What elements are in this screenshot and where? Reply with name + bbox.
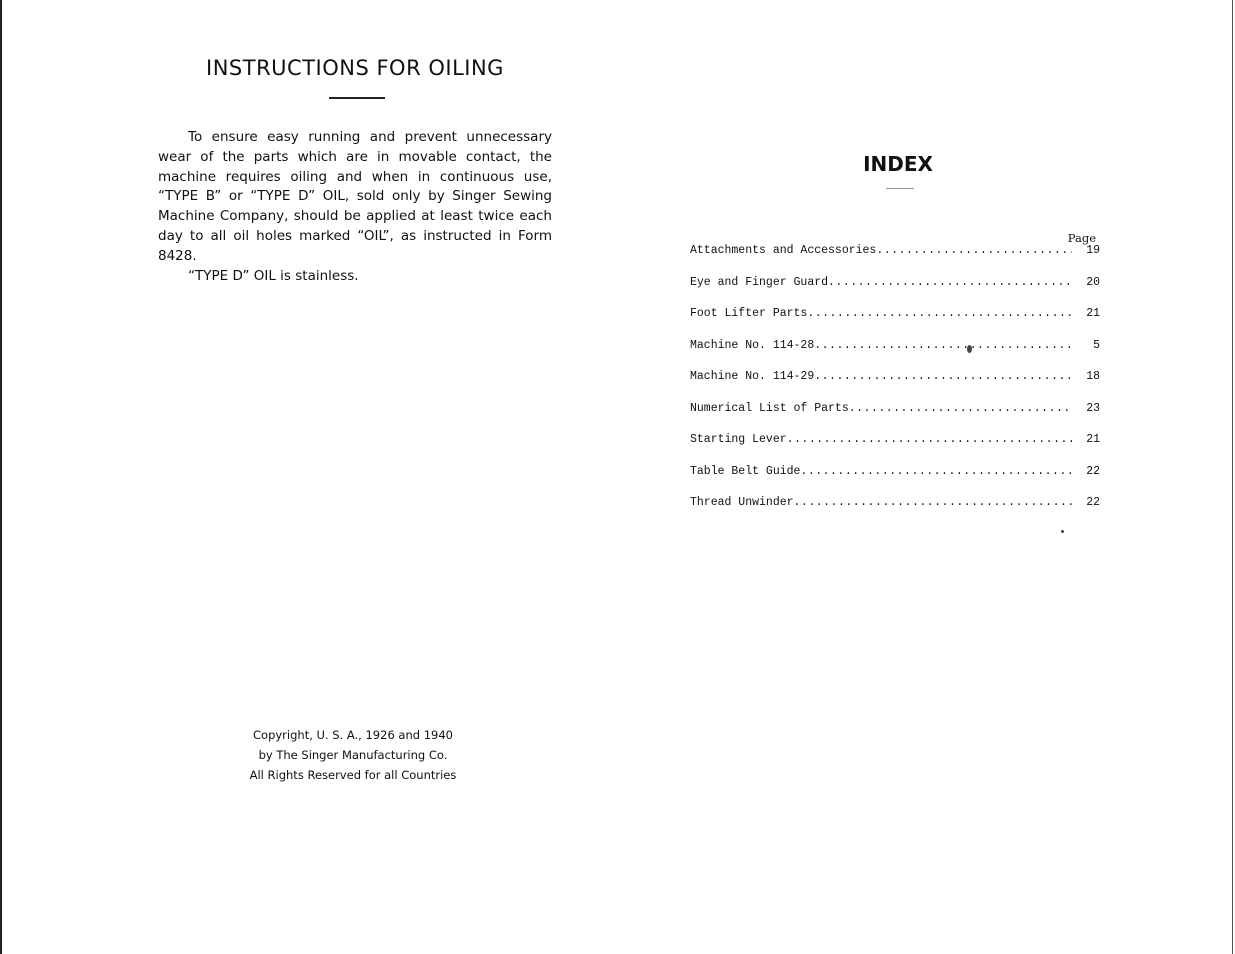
- index-entry-label: Foot Lifter Parts: [690, 307, 808, 320]
- index-entry-label: Machine No. 114-29: [690, 370, 815, 383]
- page-column-header: Page: [1067, 231, 1096, 245]
- dot-leader: [807, 307, 1072, 320]
- index-entry-page: 21: [1086, 307, 1100, 320]
- index-entry-page: 22: [1086, 496, 1100, 509]
- index-entry: [690, 307, 1100, 339]
- index-title: INDEX: [863, 152, 933, 176]
- dot-leader: [794, 496, 1072, 509]
- dot-leader: [787, 433, 1072, 446]
- copyright-line: by The Singer Manufacturing Co.: [258, 748, 448, 762]
- index-entry-label: Eye and Finger Guard: [690, 275, 829, 289]
- index-entry-label: Numerical List of Parts: [690, 401, 849, 415]
- index-entry: [690, 402, 1100, 434]
- index-list: [690, 244, 1100, 528]
- index-entry-page: 21: [1086, 433, 1100, 446]
- dot-leader: [814, 339, 1072, 352]
- index-entry-page: 18: [1086, 370, 1100, 383]
- index-entry: [690, 276, 1100, 308]
- scan-edge-right: [1232, 0, 1233, 954]
- oiling-instructions: [158, 128, 552, 286]
- index-entry-label: Table Belt Guide: [690, 464, 801, 478]
- index-entry: [690, 244, 1100, 276]
- title-divider: [329, 97, 385, 99]
- copyright-notice: [200, 725, 506, 785]
- index-entry: [690, 370, 1100, 402]
- dot-leader: [814, 370, 1072, 383]
- index-entry: [690, 496, 1100, 528]
- dot-leader: [828, 276, 1072, 289]
- index-entry-page: 5: [1093, 338, 1100, 352]
- oiling-title: INSTRUCTIONS FOR OILING: [206, 56, 504, 81]
- index-entry-label: Starting Lever: [690, 433, 787, 446]
- index-entry-page: 23: [1086, 401, 1100, 415]
- copyright-line: All Rights Reserved for all Countries: [249, 768, 457, 782]
- oiling-paragraph: To ensure easy running and prevent unnecessary wear of the parts which are in movable contact, the machine requires oiling and when in continuous use, “TYPE B” or “TYPE D” OIL, sold only by Singer Sewing Machine Company, should be applied at least twice each day to all oil holes marked “OIL”, as instructed in Form 8428.: [158, 129, 552, 264]
- index-entry-page: 20: [1086, 275, 1100, 289]
- dot-leader: [849, 402, 1072, 415]
- index-entry-label: Attachments and Accessories: [690, 244, 877, 257]
- index-entry-page: 22: [1086, 464, 1100, 478]
- dot-leader: [800, 465, 1072, 478]
- scan-blot: [967, 345, 972, 353]
- index-divider: [886, 188, 914, 189]
- copyright-line: Copyright, U. S. A., 1926 and 1940: [253, 728, 453, 742]
- scan-speck: [1061, 530, 1064, 533]
- index-entry: [690, 465, 1100, 497]
- index-entry-page: 19: [1086, 244, 1100, 257]
- stainless-note: “TYPE D” OIL is stainless.: [188, 267, 359, 284]
- index-entry-label: Machine No. 114-28: [690, 338, 815, 352]
- scan-edge-left: [0, 0, 2, 954]
- index-entry: [690, 433, 1100, 465]
- dot-leader: [876, 244, 1072, 257]
- index-entry: [690, 339, 1100, 371]
- index-entry-label: Thread Unwinder: [690, 496, 794, 509]
